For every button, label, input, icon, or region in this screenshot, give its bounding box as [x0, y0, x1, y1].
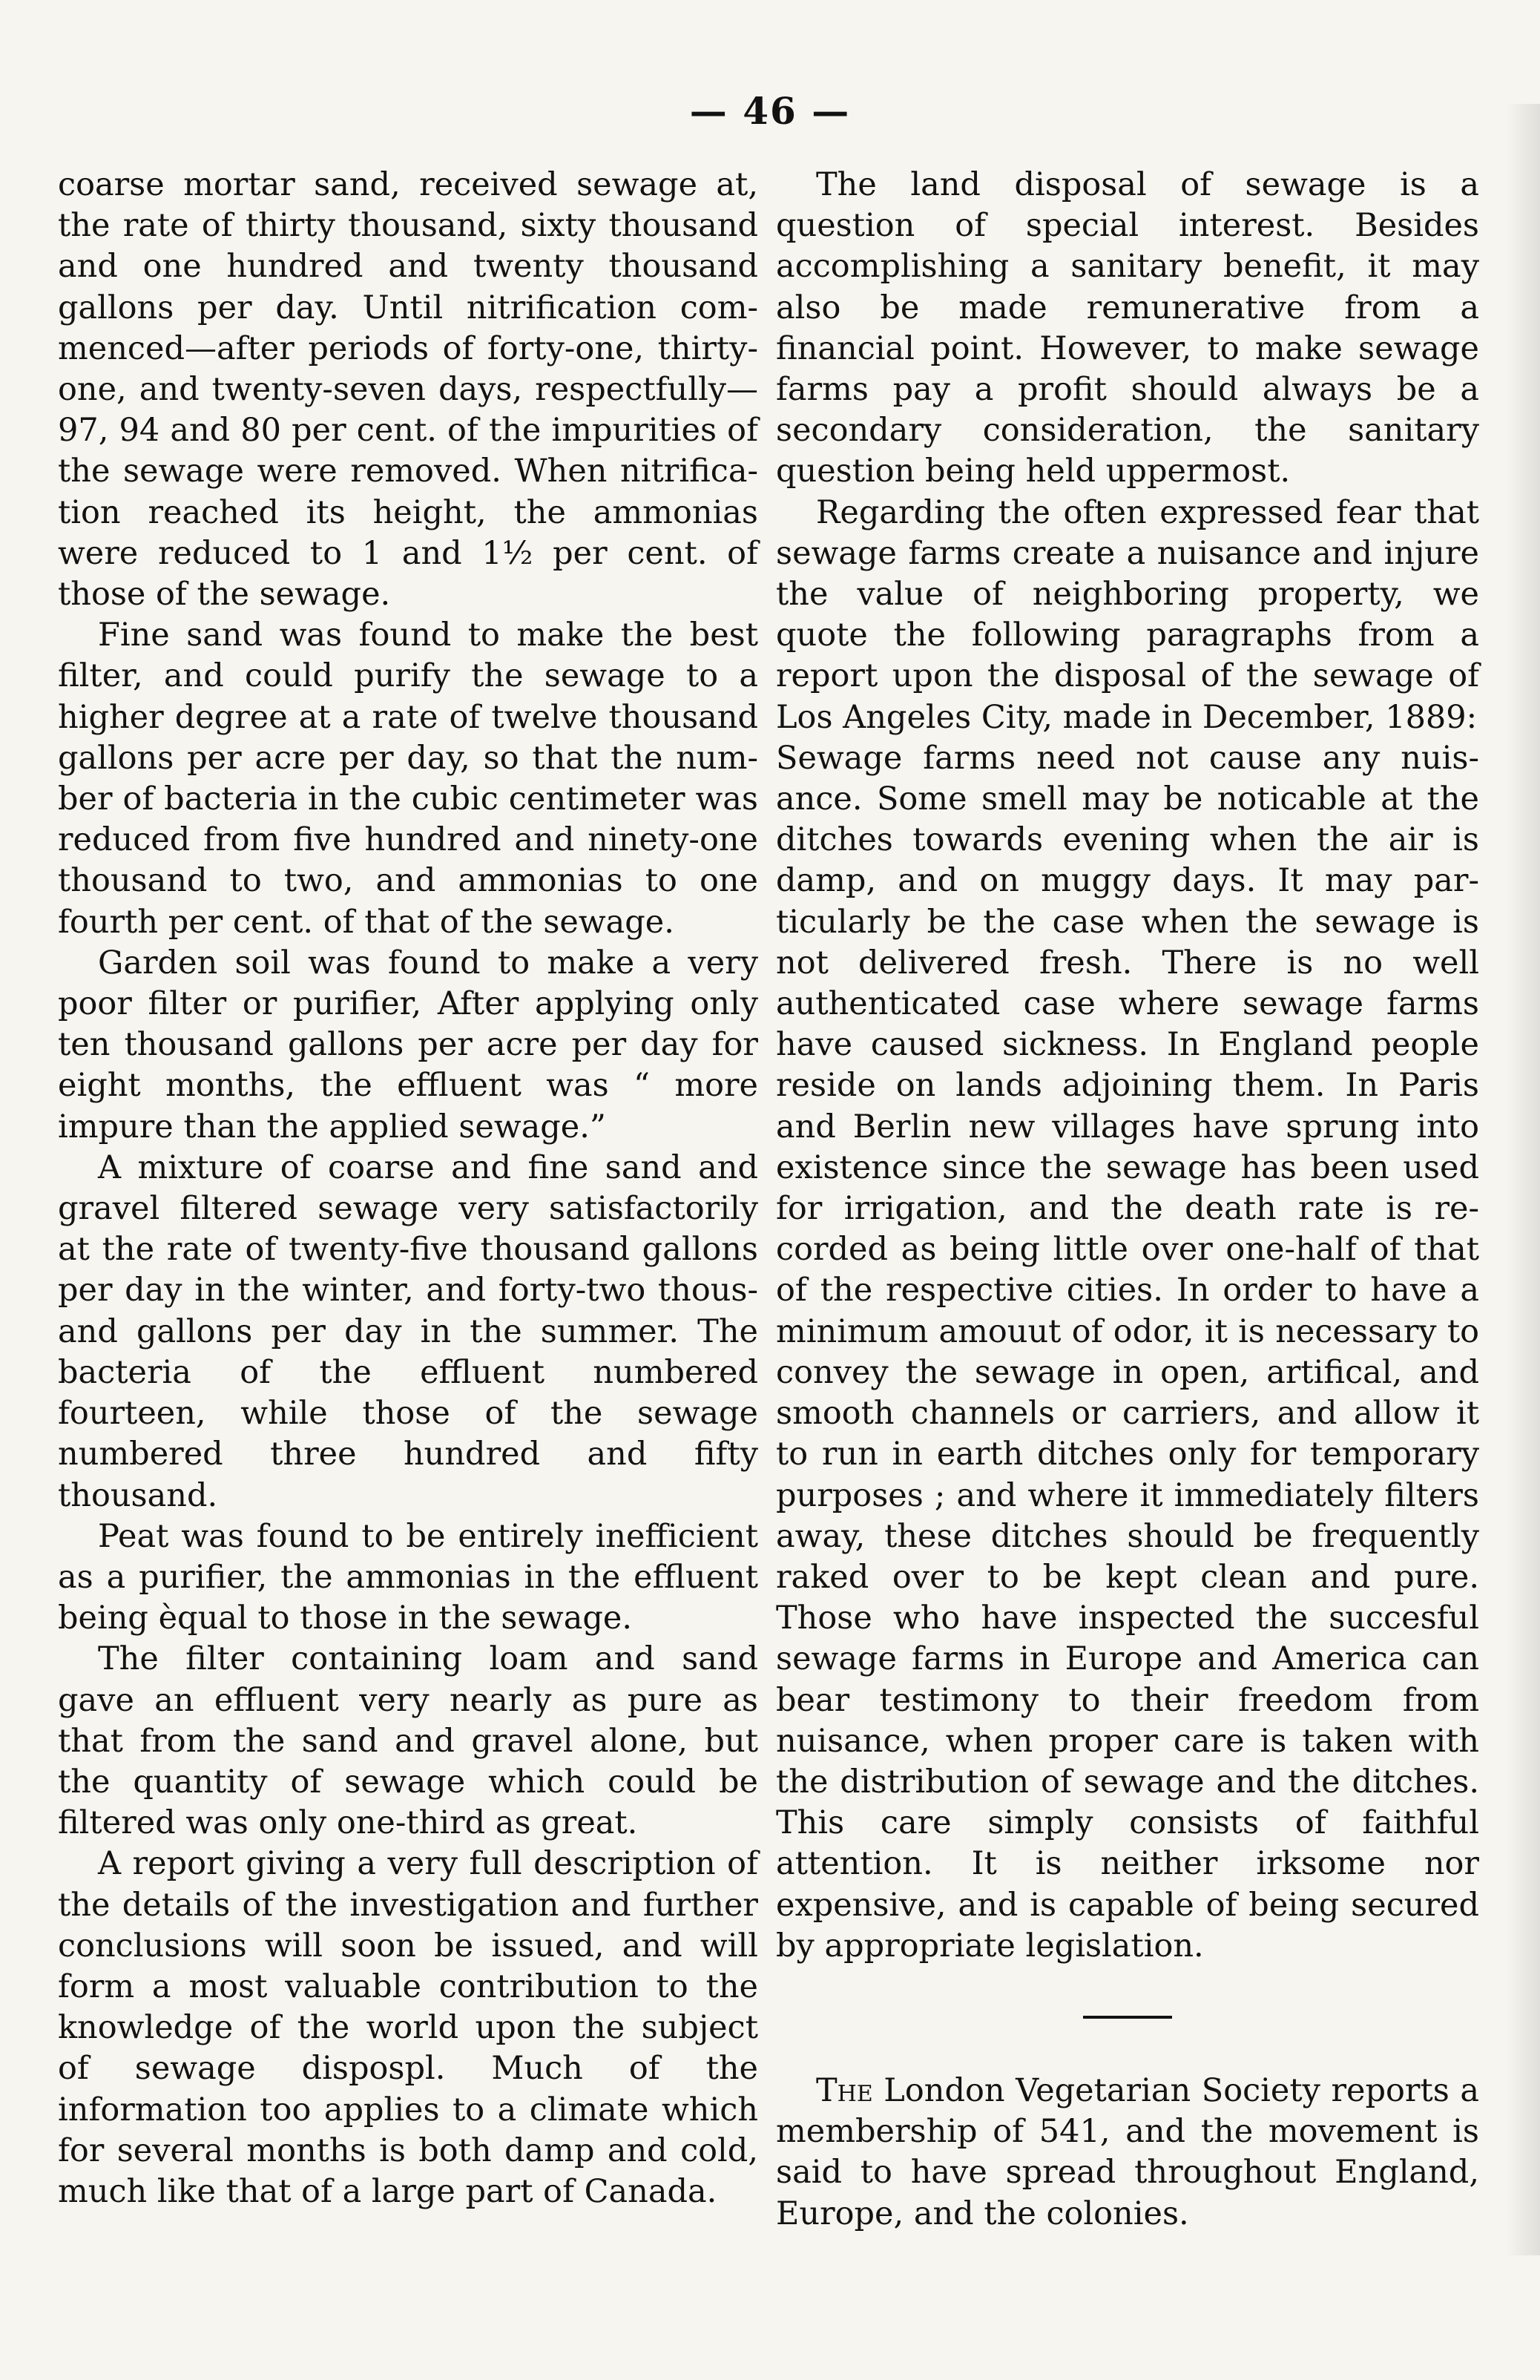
paragraph-nuisance-fear: Regarding the often expressed fear that sewage farms create a nuisance and injure the value of neighboring property, we quote the following paragraphs from a report upon the disposal of the sewage of Los Angeles City, made in December, 1889:	[776, 493, 1479, 736]
paragraph-sand-gravel-mixture: A mixture of coarse and fine sand and gravel filtered sewage very satisfactorily at the rate of twenty-five thousand gallons per day in the winter, and forty-two thousand gallons per day in the summer. The bacteria of the effluent numbered fourteen, while those of the sewage numbered three hundred and fifty thousand.	[58, 1148, 758, 1514]
paragraph-land-disposal: The land disposal of sewage is a question of special interest. Besides accomplishing a sanitary benefit, it may also be made remunerative from a financial point. However, to make sewage farms pay a profit should always be a secondary consideration, the sanitary question being held uppermost.	[776, 166, 1479, 490]
paragraph-fine-sand: Fine sand was found to make the best filter, and could purify the sewage to a higher degree at a rate of twelve thousand gallons per acre per day, so that the number of bacteria in the cubic centimeter was reduced from five hundred and ninety-one thousand to two, and ammonias to one fourth per cent. of that of the sewage.	[58, 617, 758, 941]
right-column	[776, 165, 1479, 2235]
paragraph-garden-soil: Garden soil was found to make a very poor filter or purifier, After applying only ten thousand gallons per acre per day for eight months, the effluent was “ more impure than the applied sewage.”	[58, 944, 758, 1145]
left-column	[58, 165, 758, 2212]
paragraph-filter-rates: coarse mortar sand, received sewage at, the rate of thirty thousand, sixty thousand and one hundred and twenty thousand gallons per day. Until nitrification commenced—after periods of forty-one, thirty-one, and twenty-seven days, respectfully—97, 94 and 80 per cent. of the impurities of the sewage were removed. When nitrification reached its height, the ammonias were reduced to 1 and 1½ per cent. of those of the sewage.	[58, 166, 758, 614]
paragraph-report: A report giving a very full description of the details of the investigation and further conclusions will soon be issued, and will form a most valuable contribution to the knowledge of the world upon the subject of sewage dispospl. Much of the information too applies to a climate which for several months is both damp and cold, much like that of a large part of Canada.	[58, 1845, 758, 2210]
paragraph-los-angeles-quote: Sewage farms need not cause any nuisance. Some smell may be noticable at the ditches towards evening when the air is damp, and on muggy days. It may particularly be the case when the sewage is not delivered fresh. There is no well authenticated case where sewage farms have caused sickness. In England people reside on lands adjoining them. In Paris and Berlin new villages have sprung into existence since the sewage has been used for irrigation, and the death rate is recorded as being little over one-half of that of the respective cities. In order to have a minimum amouut of odor, it is necessary to convey the sewage in open, artifical, and smooth channels or carriers, and allow it to run in earth ditches only for temporary purposes ; and where it immediately filters away, these ditches should be frequently raked over to be kept clean and pure. Those who have inspected the succesful sewage farms in Europe and America can bear testimony to their freedom from nuisance, when proper care is taken with the distribution of sewage and the ditches. This care simply consists of faithful attention. It is neither irksome nor expensive, and is capable of being secured by appropriate legislation.	[776, 739, 1479, 1965]
page-number: — 46 —	[689, 89, 851, 133]
paragraph-vegetarian-society	[776, 2071, 1479, 2235]
page-edge-shadow	[1506, 104, 1540, 2255]
lead-word: The	[816, 2071, 873, 2109]
note-text: London Vegetarian Society reports a membership of 541, and the movement is said to have spread throughout England, Europe, and the colonies.	[776, 2071, 1479, 2232]
paragraph-peat: Peat was found to be entirely inefficient as a purifier, the ammonias in the effluent being èqual to those in the sewage.	[58, 1517, 758, 1637]
paragraph-loam-sand: The filter containing loam and sand gave an effluent very nearly as pure as that from the sand and gravel alone, but the quantity of sewage which could be filtered was only one-third as great.	[58, 1640, 758, 1842]
section-divider	[1083, 2016, 1172, 2019]
